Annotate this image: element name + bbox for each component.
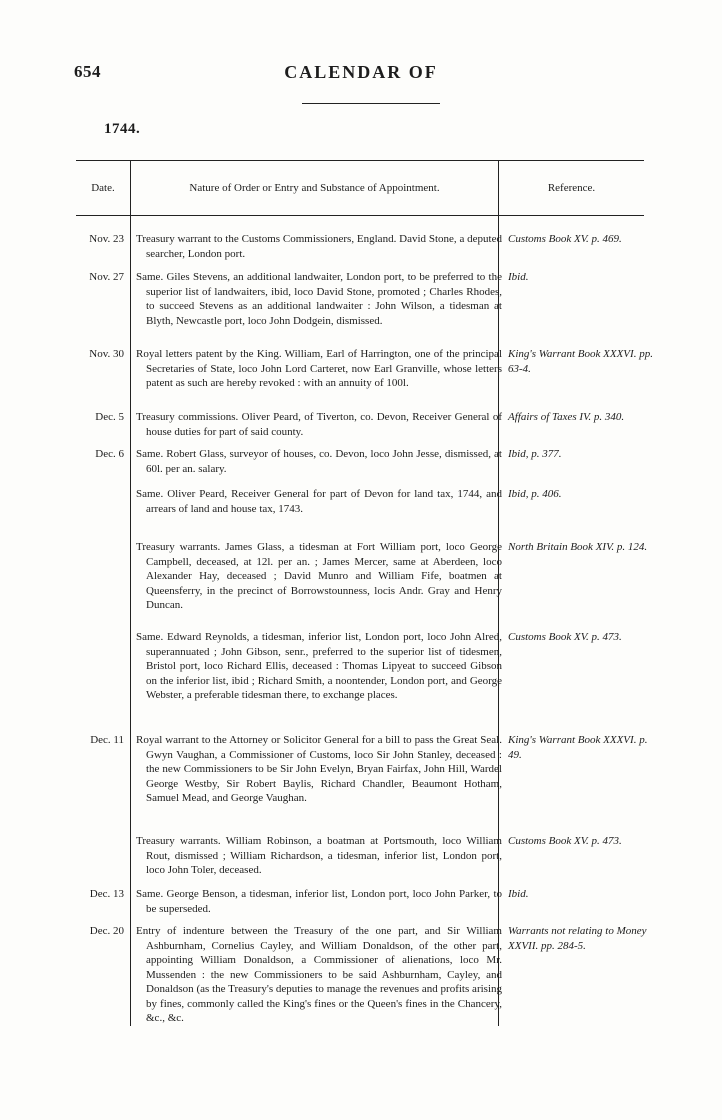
column-header-date: Date. bbox=[91, 182, 115, 194]
entry-text: Same. Edward Reynolds, a tidesman, inferior list, London port, loco John Alred, superannuated ; John Gibson, senr., preferred to the superior list of tidesmen, Bristol port, loco Richard Ellis, deceased : Thomas Lipyeat to succeed Gibson on the inferior list, ibid ; Richard Smith, a noontender, London port, and George Webster, a preferable tidesman there, to exchange places. bbox=[136, 631, 502, 701]
entry-reference: Ibid, p. 406. bbox=[508, 488, 562, 500]
entry-date: Dec. 5 bbox=[95, 411, 124, 423]
entry-text: Royal letters patent by the King. William, Earl of Harrington, one of the principal Secretaries of State, loco John Lord Carteret, now Earl Granville, whose letters patent as such are hereby revoked : with an annuity of 100l. bbox=[136, 348, 502, 389]
entry-date: Nov. 23 bbox=[89, 233, 124, 245]
year-heading: 1744. bbox=[104, 121, 141, 137]
entry-reference: King's Warrant Book XXXVI. pp. 63-4. bbox=[508, 348, 653, 375]
entry-reference: Warrants not relating to Money XXVII. pp. 284-5. bbox=[508, 925, 647, 952]
column-divider-date bbox=[130, 160, 131, 1026]
entry-reference: Customs Book XV. p. 469. bbox=[508, 233, 622, 245]
running-title: CALENDAR OF bbox=[284, 62, 438, 82]
entry-reference: Customs Book XV. p. 473. bbox=[508, 835, 622, 847]
entry-reference: Customs Book XV. p. 473. bbox=[508, 631, 622, 643]
entry-text: Treasury warrant to the Customs Commissioners, England. David Stone, a deputed searcher, London port. bbox=[136, 233, 502, 260]
entry-reference: King's Warrant Book XXXVI. p. 49. bbox=[508, 734, 648, 761]
entry-text: Same. Robert Glass, surveyor of houses, co. Devon, loco John Jesse, dismissed, at 60l. per an. salary. bbox=[136, 448, 502, 475]
entry-reference: Ibid. bbox=[508, 888, 529, 900]
entry-text: Treasury commissions. Oliver Peard, of Tiverton, co. Devon, Receiver General of house duties for part of said county. bbox=[136, 411, 502, 438]
entry-reference: Ibid, p. 377. bbox=[508, 448, 562, 460]
entry-text: Royal warrant to the Attorney or Solicitor General for a bill to pass the Great Seal. Gwyn Vaughan, a Commissioner of Customs, loco Sir John Stanley, deceased : the new Commissioners to be Sir John Evelyn, Bryan Fairfax, John Hill, Wardel George Westby, Sir Robert Baylis, Richard Chandler, Beaumont Hotham, Samuel Mead, and George Vaughan. bbox=[136, 734, 502, 804]
entry-text: Same. Oliver Peard, Receiver General for part of Devon for land tax, 1744, and arrears of land and house tax, 1743. bbox=[136, 488, 502, 515]
entry-date: Nov. 27 bbox=[89, 271, 124, 283]
entry-reference: Affairs of Taxes IV. p. 340. bbox=[508, 411, 625, 423]
entry-text: Same. George Benson, a tidesman, inferior list, London port, loco John Parker, to be superseded. bbox=[136, 888, 502, 915]
entry-date: Dec. 11 bbox=[90, 734, 124, 746]
table-top-rule bbox=[76, 160, 644, 161]
entry-text: Entry of indenture between the Treasury of the one part, and Sir William Ashburnham, Cornelius Cayley, and William Donaldson, of the other part, appointing William Donaldson, a Commissioner of alienations, loco Mr. Mussenden : the new Commissioners to be said Ashburnham, Cayley, and Donaldson (as the Treasury's deputies to manage the revenues and profits arising by fines, commonly called the King's fines or the Queen's fines in the Chancery, &c., &c. bbox=[136, 925, 502, 1024]
table-header-rule bbox=[76, 215, 644, 216]
entry-text: Treasury warrants. William Robinson, a boatman at Portsmouth, loco William Rout, dismissed ; William Richardson, a tidesman, inferior list, London port, loco John Toler, deceased. bbox=[136, 835, 502, 876]
entry-text: Same. Giles Stevens, an additional landwaiter, London port, to be preferred to the superior list of landwaiters, ibid, loco David Stone, promoted ; Charles Rhodes, to succeed Stevens as an additional landwaiter : John Wilson, a tidesman at Blyth, Newcastle port, loco John Dodgein, dismissed. bbox=[136, 271, 502, 327]
entry-date: Dec. 6 bbox=[95, 448, 124, 460]
entry-date: Dec. 13 bbox=[89, 888, 124, 900]
column-header-nature: Nature of Order or Entry and Substance of Appointment. bbox=[189, 182, 440, 194]
entry-text: Treasury warrants. James Glass, a tidesman at Fort William port, loco George Campbell, deceased, at 12l. per an. ; James Mercer, same at Aberdeen, loco Alexander Hay, deceased ; David Munro and William Fife, boatmen at Queensferry, in the precinct of Borrowstounness, locis Andr. Gray and Henry Duncan. bbox=[136, 541, 502, 611]
entry-reference: North Britain Book XIV. p. 124. bbox=[508, 541, 648, 553]
header-rule bbox=[302, 103, 440, 104]
page-number: 654 bbox=[74, 62, 101, 81]
column-header-reference: Reference. bbox=[547, 182, 596, 194]
entry-date: Nov. 30 bbox=[89, 348, 124, 360]
entry-reference: Ibid. bbox=[508, 271, 529, 283]
entry-date: Dec. 20 bbox=[89, 925, 124, 937]
